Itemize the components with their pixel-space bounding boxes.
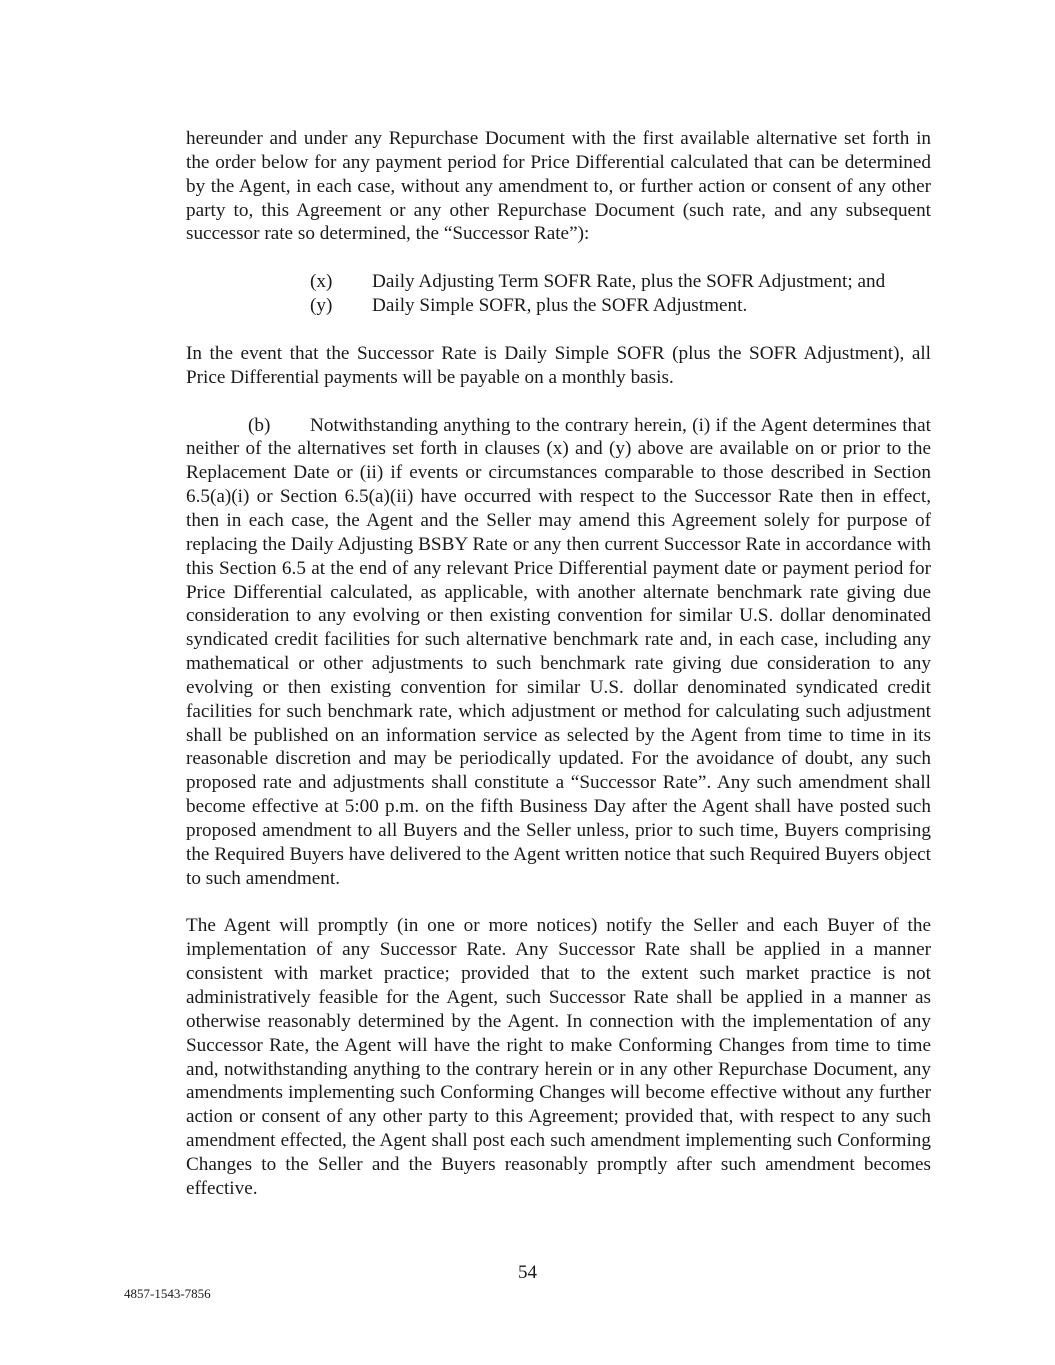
list-item-x [310,270,931,294]
paragraph-spacer [186,390,931,414]
section-label: (b) [248,414,271,436]
paragraph-daily-simple-sofr: In the event that the Successor Rate is Daily Simple SOFR (plus the SOFR Adjustment), all Price Differential payments will be payable on a monthly basis. [186,342,931,388]
list-item-y [310,294,931,318]
paragraph-spacer [186,246,931,270]
paragraph-section-b [186,414,931,891]
page-number: 54 [518,1262,537,1283]
section-b-text: Notwithstanding anything to the contrary herein, (i) if the Agent determines that neither of the alternatives set forth in clauses (x) and (y) above are available on or prior to the Replacement Date or (ii) if events or circumstances comparable to those described in Section 6.5(a)(i) or Section 6.5(a)(ii) have occurred with respect to the Successor Rate then in effect, then in each case, the Agent and the Seller may amend this Agreement solely for purpose of replacing the Daily Adjusting BSBY Rate or any then current Successor Rate in accordance with this Section 6.5 at the end of any relevant Price Differential payment date or payment period for Price Differential calculated, as applicable, with another alternate benchmark rate giving due consideration to any evolving or then existing convention for similar U.S. dollar denominated syndicated credit facilities for such alternative benchmark rate and, in each case, including any mathematical or other adjustments to such benchmark rate giving due consideration to any evolving or then existing convention for similar U.S. dollar denominated syndicated credit facilities for such benchmark rate, which adjustment or method for calculating such adjustment shall be published on an information service as selected by the Agent from time to time in its reasonable discretion and may be periodically updated. For the avoidance of doubt, any such proposed rate and adjustments shall constitute a “Successor Rate”. Any such amendment shall become effective at 5:00 p.m. on the fifth Business Day after the Agent shall have posted such proposed amendment to all Buyers and the Seller unless, prior to such time, Buyers comprising the Required Buyers have delivered to the Agent written notice that such Required Buyers object to such amendment. [186,414,931,889]
list-item-text: Daily Simple SOFR, plus the SOFR Adjustment. [372,295,748,317]
list-marker: (x) [310,271,333,293]
alternatives-list [186,270,931,318]
list-item-text: Daily Adjusting Term SOFR Rate, plus the SOFR Adjustment; and [372,271,886,293]
paragraph-successor-rate-intro: hereunder and under any Repurchase Document with the first available alternative set forth in the order below for any payment period for Price Differential calculated that can be determined by the Agent, in each case, without any amendment to, or further action or consent of any other party to, this Agreement or any other Repurchase Document (such rate, and any subsequent successor rate so determined, the “Successor Rate”): [186,128,931,245]
paragraph-spacer [186,318,931,342]
paragraph-spacer [186,890,931,914]
document-body [186,127,931,1201]
paragraph-implementation: The Agent will promptly (in one or more notices) notify the Seller and each Buyer of the implementation of any Successor Rate. Any Successor Rate shall be applied in a manner consistent with market practice; provided that to the extent such market practice is not administratively feasible for the Agent, such Successor Rate shall be applied in a manner as otherwise reasonably determined by the Agent. In connection with the implementation of any Successor Rate, the Agent will have the right to make Conforming Changes from time to time and, notwithstanding anything to the contrary herein or in any other Repurchase Document, any amendments implementing such Conforming Changes will become effective without any further action or consent of any other party to this Agreement; provided that, with respect to any such amendment effected, the Agent shall post each such amendment implementing such Conforming Changes to the Seller and the Buyers reasonably promptly after such amendment becomes effective. [186,915,931,1199]
list-marker: (y) [310,295,333,317]
document-id: 4857-1543-7856 [124,1286,211,1301]
